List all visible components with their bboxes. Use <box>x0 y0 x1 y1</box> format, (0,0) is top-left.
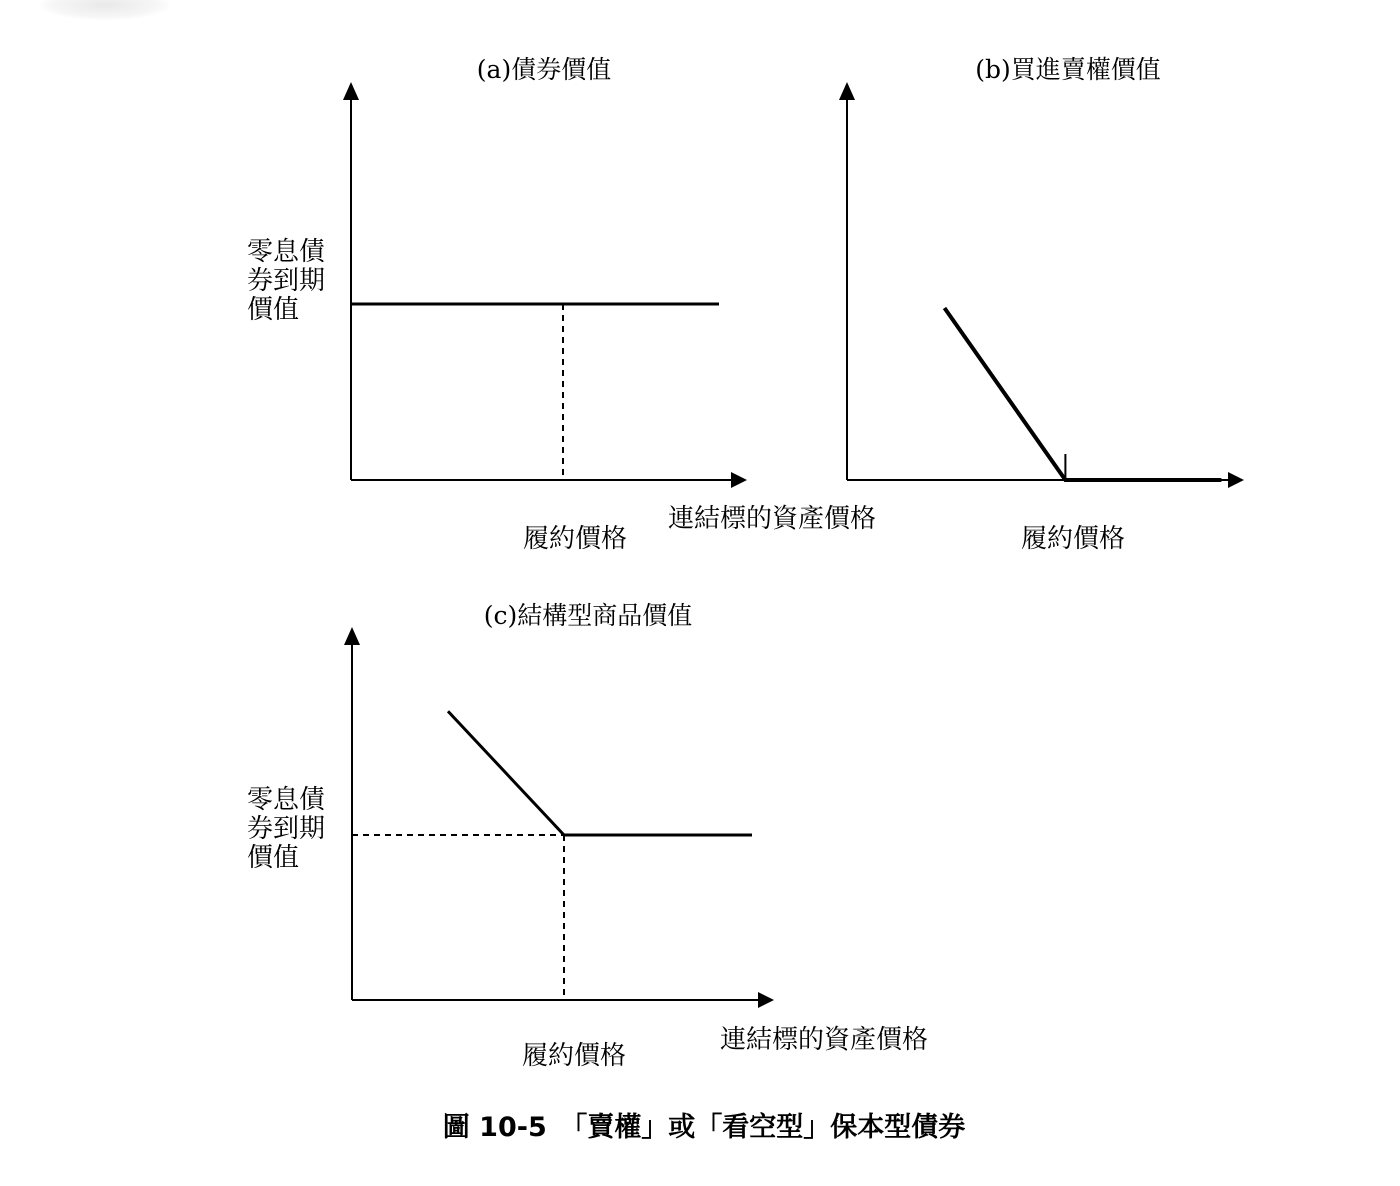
y-axis-label-line-a-1: 券到期 <box>247 266 326 296</box>
x-axis-arrow-b <box>1228 472 1244 488</box>
y-axis-label-line-a-0: 零息債 <box>247 237 326 267</box>
payoff-line-b-0 <box>945 308 1222 480</box>
y-axis-label-line-c-0: 零息債 <box>247 785 326 815</box>
strike-label-a: 履約價格 <box>522 524 628 554</box>
payoff-line-c-0 <box>448 711 752 835</box>
y-axis-label-line-a-2: 價值 <box>247 295 300 325</box>
strike-label-c: 履約價格 <box>521 1041 627 1071</box>
x-axis-arrow-c <box>758 992 774 1008</box>
x-axis-arrow-a <box>731 472 747 488</box>
chart-title-b: (b)買進賣權價值 <box>975 55 1161 84</box>
y-axis-arrow-c <box>344 627 360 645</box>
y-axis-label-line-c-1: 券到期 <box>247 814 326 844</box>
chart-title-c: (c)結構型商品價值 <box>483 601 693 630</box>
y-axis-arrow-b <box>839 82 855 100</box>
chart-title-a: (a)債券價值 <box>476 55 612 84</box>
figure-caption: 圖 10-5 「賣權」或「看空型」保本型債券 <box>442 1112 966 1143</box>
strike-label-b: 履約價格 <box>1020 524 1126 554</box>
y-axis-label-line-c-2: 價值 <box>247 843 300 873</box>
y-axis-arrow-a <box>343 82 359 100</box>
x-axis-label-c: 連結標的資產價格 <box>720 1025 929 1055</box>
x-axis-label-a: 連結標的資產價格 <box>668 504 877 534</box>
